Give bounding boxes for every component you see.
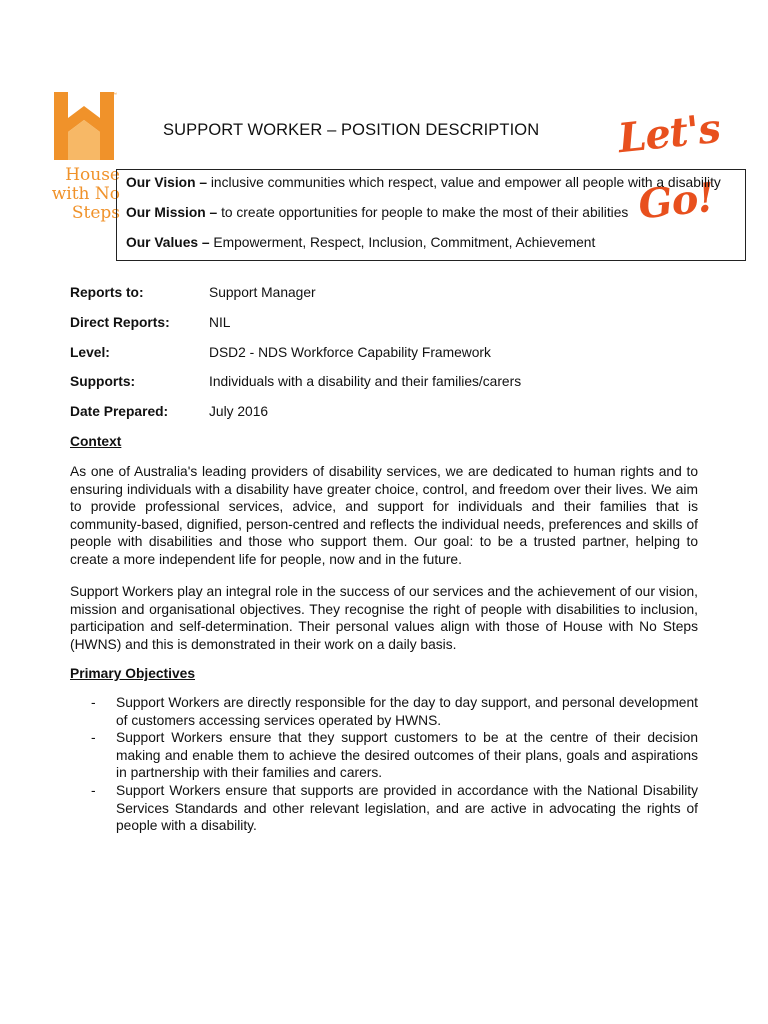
page-title: SUPPORT WORKER – POSITION DESCRIPTION xyxy=(163,121,540,139)
values-label: Our Values – xyxy=(126,235,210,250)
context-paragraph-1: As one of Australia's leading providers of disability services, we are dedicated to human rights and to ensuring individuals with a disability have greater choice, control, and freedom over their lives. We aim to provide professional services, advice, and support for individuals and their families that is community-based, dignified, person-centred and reflects the individual needs, preferences and skills of people with disabilities and those who support them. Our goal: to be a trusted partner, helping to create a more independent life for people, now and in the future. xyxy=(70,464,698,567)
trademark-mark: ™ xyxy=(112,92,117,98)
values-line xyxy=(126,235,595,250)
list-item-text: Support Workers ensure that they support customers to be at the centre of their decision making and enable them to achieve the desired outcomes of their plans, goals and aspirations in partnership with their families and carers. xyxy=(116,730,698,781)
mission-text: to create opportunities for people to make the most of their abilities xyxy=(217,205,629,220)
context-paragraph-2: Support Workers play an integral role in the success of our services and the achievement of our vision, mission and organisational objectives. They recognise the right of people with disabilities to inclusion, participation and self-determination. Their personal values align with those of House with No Steps (HWNS) and this is demonstrated in their work on a daily basis. xyxy=(70,584,698,652)
mission-label: Our Mission – xyxy=(126,205,218,220)
detail-value: DSD2 - NDS Workforce Capability Framework xyxy=(209,345,491,360)
list-item xyxy=(70,782,698,835)
vision-label: Our Vision – xyxy=(126,175,208,190)
vision-mission-values-box xyxy=(116,169,746,261)
objectives-list xyxy=(70,694,698,835)
detail-label: Reports to: xyxy=(70,285,144,300)
house-h-icon xyxy=(54,92,114,160)
bullet-dash: - xyxy=(91,782,96,798)
objectives-heading: Primary Objectives xyxy=(70,666,196,681)
vision-line xyxy=(126,175,721,190)
list-item-text: Support Workers are directly responsible for the day to day support, and personal development of customers accessing services operated by HWNS. xyxy=(116,695,698,728)
mission-line xyxy=(126,205,628,220)
detail-label: Supports: xyxy=(70,374,136,389)
vision-text: inclusive communities which respect, value and empower all people with a disability xyxy=(207,175,721,190)
detail-label: Level: xyxy=(70,345,110,360)
lets-go-logo xyxy=(588,100,750,229)
detail-value: Individuals with a disability and their families/carers xyxy=(209,374,522,389)
detail-value: Support Manager xyxy=(209,285,316,300)
bullet-dash: - xyxy=(91,695,96,710)
list-item xyxy=(70,694,698,729)
detail-value: July 2016 xyxy=(209,404,269,419)
list-item-text: Support Workers ensure that supports are provided in accordance with the National Disability Services Standards and other relevant legislation, and are active in advocating the rights of people with a disability. xyxy=(116,782,698,834)
lets-go-text: Let's Go! xyxy=(615,104,723,229)
logo-line-1: House xyxy=(65,165,120,185)
logo-line-3: Steps xyxy=(71,203,120,223)
detail-label: Date Prepared: xyxy=(70,404,169,419)
house-with-no-steps-logo xyxy=(40,86,120,226)
logo-wordmark xyxy=(40,166,120,223)
logo-line-2: with No xyxy=(51,184,120,204)
bullet-dash: - xyxy=(91,730,96,746)
detail-value: NIL xyxy=(209,315,231,330)
list-item xyxy=(70,729,698,782)
context-heading: Context xyxy=(70,434,122,449)
detail-label: Direct Reports: xyxy=(70,315,170,330)
values-text: Empowerment, Respect, Inclusion, Commitment, Achievement xyxy=(209,235,596,250)
